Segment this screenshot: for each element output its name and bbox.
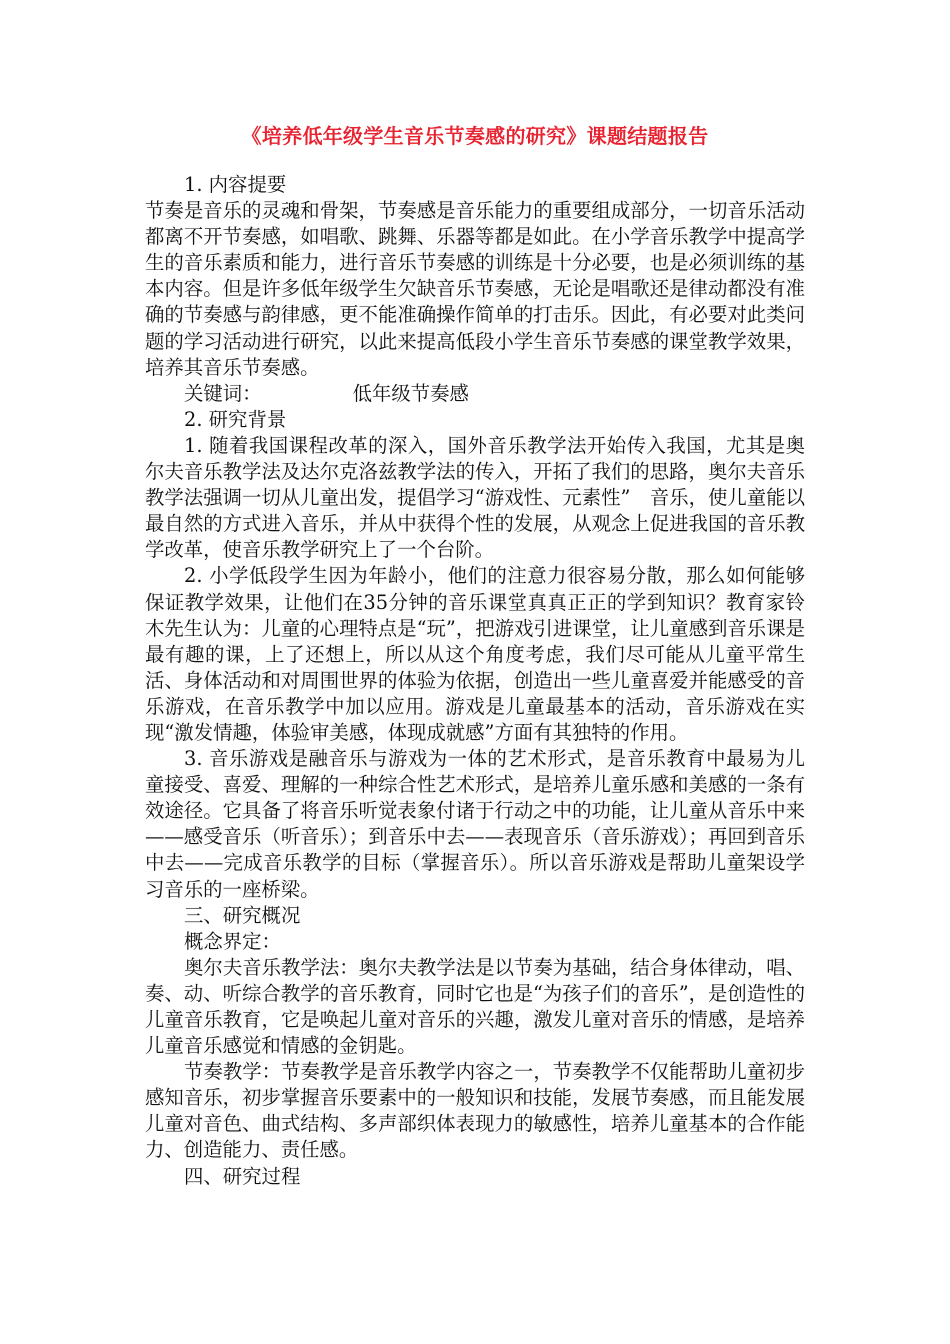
keywords-line [145, 381, 805, 407]
paragraph-background-2: 2. 小学低段学生因为年龄小，他们的注意力很容易分散，那么如何能够保证教学效果，让他们在35分钟的音乐课堂真真正正的学到知识？教育家铃木先生认为：儿童的心理特点是“玩”，把游戏引进课堂，让儿童感到音乐课是最有趣的课，上了还想上，所以从这个角度考虑，我们尽可能从儿童平常生活、身体活动和对周围世界的体验为依据，创造出一些儿童喜爱并能感受的音乐游戏，在音乐教学中加以应用。游戏是儿童最基本的活动，音乐游戏在实现“激发情趣，体验审美感，体现成就感”方面有其独特的作用。 [145, 564, 805, 744]
paragraph-summary: 节奏是音乐的灵魂和骨架，节奏感是音乐能力的重要组成部分，一切音乐活动都离不开节奏感，如唱歌、跳舞、乐器等都是如此。在小学音乐教学中提高学生的音乐素质和能力，进行音乐节奏感的训练是十分必要，也是必须训练的基本内容。但是许多低年级学生欠缺音乐节奏感，无论是唱歌还是律动都没有准确的节奏感与韵律感，更不能准确操作简单的打击乐。因此，有必要对此类问题的学习活动进行研究，以此来提高低段小学生音乐节奏感的课堂教学效果，培养其音乐节奏感。 [145, 199, 805, 379]
heading-definitions: 概念界定： [184, 929, 281, 953]
paragraph-background-3: 3. 音乐游戏是融音乐与游戏为一体的艺术形式，是音乐教育中最易为儿童接受、喜爱、理解的一种综合性艺术形式，是培养儿童乐感和美感的一条有效途径。它具备了将音乐听觉表象付诸于行动之中的功能，让儿童从音乐中来——感受音乐（听音乐）；到音乐中去——表现音乐（音乐游戏）；再回到音乐中去——完成音乐教学的目标（掌握音乐）。所以音乐游戏是帮助儿童架设学习音乐的一座桥梁。 [145, 747, 805, 901]
document-title: 《培养低年级学生音乐节奏感的研究》课题结题报告 [241, 124, 709, 148]
heading-background: 2. 研究背景 [184, 407, 287, 431]
paragraph-orff: 奥尔夫音乐教学法：奥尔夫教学法是以节奏为基础，结合身体律动，唱、奏、动、听综合教学的音乐教育，同时它也是“为孩子们的音乐”，是创造性的儿童音乐教育，它是唤起儿童对音乐的兴趣，激发儿童对音乐的情感，是培养儿童音乐感觉和情感的金钥匙。 [145, 955, 805, 1058]
keywords-label: 关键词： [184, 381, 262, 405]
paragraph-background-1: 1. 随着我国课程改革的深入，国外音乐教学法开始传入我国，尤其是奥尔夫音乐教学法及达尔克洛兹教学法的传入，开拓了我们的思路，奥尔夫音乐教学法强调一切从儿童出发，提倡学习“游戏性、元素性” 音乐，使儿童能以最自然的方式进入音乐，并从中获得个性的发展，从观念上促进我国的音乐教学改革，使音乐教学研究上了一个台阶。 [145, 433, 805, 562]
paragraph-rhythm-teaching: 节奏教学：节奏教学是音乐教学内容之一，节奏教学不仅能帮助儿童初步感知音乐，初步掌握音乐要素中的一般知识和技能，发展节奏感，而且能发展儿童对音色、曲式结构、多声部织体表现力的敏感性，培养儿童基本的合作能力、创造能力、责任感。 [145, 1060, 805, 1162]
keywords-value: 低年级节奏感 [352, 381, 469, 405]
heading-summary: 1. 内容提要 [184, 173, 287, 196]
heading-process: 四、研究过程 [184, 1164, 301, 1188]
heading-overview: 三、研究概况 [184, 903, 301, 927]
document-body [145, 172, 805, 1190]
